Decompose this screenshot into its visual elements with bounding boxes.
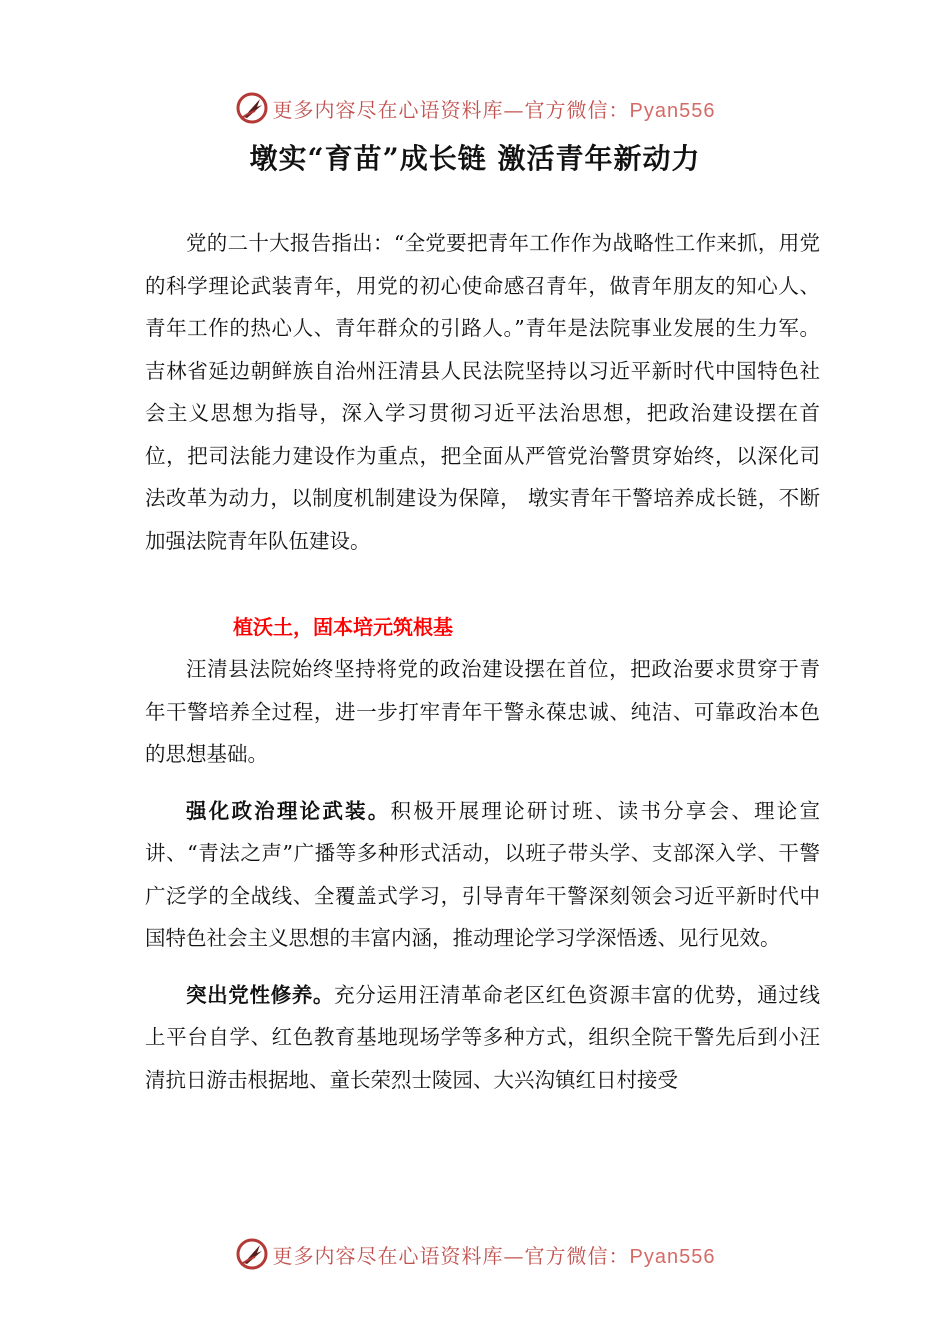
paragraph-lead: 突出党性修养。 xyxy=(186,982,335,1007)
political-theory-paragraph: 强化政治理论武装。积极开展理论研讨班、读书分享会、理论宣讲、“青法之声”广播等多种形式活动，以班子带头学、支部深入学、干警广泛学的全战线、全覆盖式学习，引导青年干警深刻领会习近平新时代中国特色社会主义思想的丰富内涵，推动理论学习学深悟透、见行见效。 xyxy=(145,798,820,950)
page-title: 墩实“育苗”成长链 激活青年新动力 xyxy=(249,142,701,175)
intro-paragraph: 党的二十大报告指出：“全党要把青年工作作为战略性工作来抓，用党的科学理论武装青年，用党的初心使命感召青年，做青年朋友的知心人、青年工作的热心人、青年群众的引路人。”青年是法院事业发展的生力军。吉林省延边朝鲜族自治州汪清县人民法院坚持以习近平新时代中国特色社会主义思想为指导，深入学习贯彻习近平法治思想，把政治建设摆在首位，把司法能力建设作为重点，把全面从严管党治警贯穿始终，以深化司法改革为动力，以制度机制建设为保障， 墩实青年干警培养成长链，不断加强法院青年队伍建设。 xyxy=(145,231,820,553)
watermark-banner-bottom xyxy=(0,1234,950,1274)
quill-logo-icon xyxy=(235,1237,269,1271)
watermark-text: 更多内容尽在心语资料库—官方微信：Pyan556 xyxy=(272,1243,716,1268)
watermark-banner-top xyxy=(0,88,950,128)
section-heading: 植沃土，固本培元筑根基 xyxy=(233,615,453,639)
party-spirit-paragraph: 突出党性修养。充分运用汪清革命老区红色资源丰富的优势，通过线上平台自学、红色教育基地现场学等多种方式，组织全院干警先后到小汪清抗日游击根据地、童长荣烈士陵园、大兴沟镇红日村接受 xyxy=(145,982,821,1092)
quill-logo-icon xyxy=(235,91,269,125)
section-intro-paragraph: 汪清县法院始终坚持将党的政治建设摆在首位，把政治要求贯穿于青年干警培养全过程，进一步打牢青年干警永葆忠诚、纯洁、可靠政治本色的思想基础。 xyxy=(145,657,820,766)
paragraph-lead: 强化政治理论武装。 xyxy=(186,798,391,823)
watermark-text: 更多内容尽在心语资料库—官方微信：Pyan556 xyxy=(272,97,716,122)
article-body xyxy=(145,222,820,1101)
